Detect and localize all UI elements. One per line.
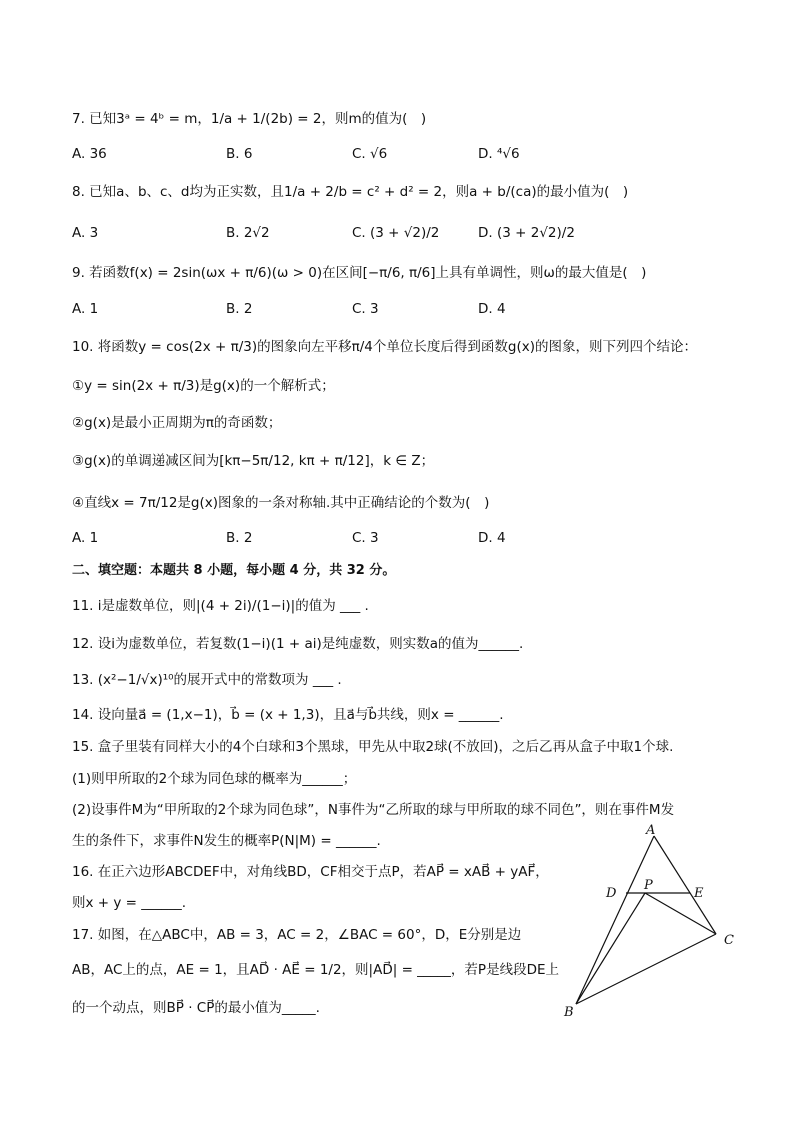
option-c: C. 3 [352,530,379,546]
option-c: C. 3 [352,301,379,317]
segment-pc [645,893,716,934]
label-p: P [644,878,653,893]
question-17-line-b: AB，AC上的点，AE = 1，且AD⃗ · AE⃗ = 1/2，则|AD⃗| = _____，若P是线段DE上 [72,962,559,978]
segment-ac [654,836,716,934]
label-b: B [564,1005,574,1020]
label-e: E [694,886,704,901]
option-b: B. 2 [226,301,253,317]
section-2-heading: 二、填空题：本题共 8 小题，每小题 4 分，共 32 分。 [72,563,396,578]
option-d: D. ⁴√6 [478,146,520,162]
option-d: D. (3 + 2√2)/2 [478,225,575,241]
question-13: 13. (x²−1/√x)¹⁰的展开式中的常数项为 ___ . [72,672,342,688]
question-7-options [72,145,672,163]
question-9-options [72,300,672,318]
question-9-stem: 9. 若函数f(x) = 2sin(ωx + π/6)(ω > 0)在区间[−π/6, π/6]上具有单调性，则ω的最大值是( ) [72,265,647,281]
question-12: 12. 设i为虚数单位，若复数(1−i)(1 + ai)是纯虚数，则实数a的值为______. [72,636,524,652]
option-b: B. 2√2 [226,225,270,241]
segment-ab [576,836,654,1004]
option-d: D. 4 [478,530,506,546]
option-b: B. 6 [226,146,253,162]
option-c: C. (3 + √2)/2 [352,225,440,241]
segment-bc [576,934,716,1004]
question-16-line-b: 则x + y = ______. [72,895,187,911]
option-d: D. 4 [478,301,506,317]
question-16-line-a: 16. 在正六边形ABCDEF中，对角线BD，CF相交于点P，若AP⃗ = xAB⃗ + yAF⃗， [72,864,549,880]
label-d: D [606,886,617,901]
question-15-part-1: (1)则甲所取的2个球为同色球的概率为______； [72,771,357,787]
question-8-options [72,224,672,242]
question-10-conclusion-1: ①y = sin(2x + π/3)是g(x)的一个解析式； [72,378,335,394]
question-17-line-c: 的一个动点，则BP⃗ · CP⃗的最小值为_____. [72,1000,320,1016]
label-c: C [724,933,734,948]
question-10-options [72,529,672,547]
question-10-conclusion-3: ③g(x)的单调递减区间为[kπ−5π/12, kπ + π/12]，k ∈ Z； [72,453,435,469]
question-11: 11. i是虚数单位，则|(4 + 2i)/(1−i)|的值为 ___ . [72,598,369,614]
option-a: A. 36 [72,146,107,162]
question-10-stem: 10. 将函数y = cos(2x + π/3)的图象向左平移π/4个单位长度后得到函数g(x)的图象，则下列四个结论： [72,339,697,355]
question-15-part-2b: 生的条件下，求事件N发生的概率P(N|M) = ______. [72,833,381,849]
question-14: 14. 设向量a⃗ = (1,x−1)，b⃗ = (x + 1,3)，且a⃗与b⃗共线，则x = ______. [72,707,504,723]
question-15-stem: 15. 盒子里装有同样大小的4个白球和3个黑球，甲先从中取2球(不放回)，之后乙再从盒子中取1个球. [72,739,674,755]
option-a: A. 1 [72,301,99,317]
triangle-figure [560,822,750,1022]
question-8-stem: 8. 已知a、b、c、d均为正实数，且1/a + 2/b = c² + d² = 2，则a + b/(ca)的最小值为( ) [72,184,629,200]
option-c: C. √6 [352,146,388,162]
question-15-part-2a: (2)设事件M为“甲所取的2个球为同色球”，N事件为“乙所取的球与甲所取的球不同色”，则在事件M发 [72,802,675,818]
question-10-conclusion-4: ④直线x = 7π/12是g(x)图象的一条对称轴.其中正确结论的个数为( ) [72,495,490,511]
question-10-conclusion-2: ②g(x)是最小正周期为π的奇函数； [72,415,282,431]
question-7-stem: 7. 已知3ᵃ = 4ᵇ = m，1/a + 1/(2b) = 2，则m的值为( ) [72,111,427,127]
question-17-line-a: 17. 如图，在△ABC中，AB = 3，AC = 2，∠BAC = 60°，D，E分别是边 [72,927,522,943]
label-a: A [646,823,656,838]
option-b: B. 2 [226,530,253,546]
option-a: A. 1 [72,530,99,546]
option-a: A. 3 [72,225,99,241]
